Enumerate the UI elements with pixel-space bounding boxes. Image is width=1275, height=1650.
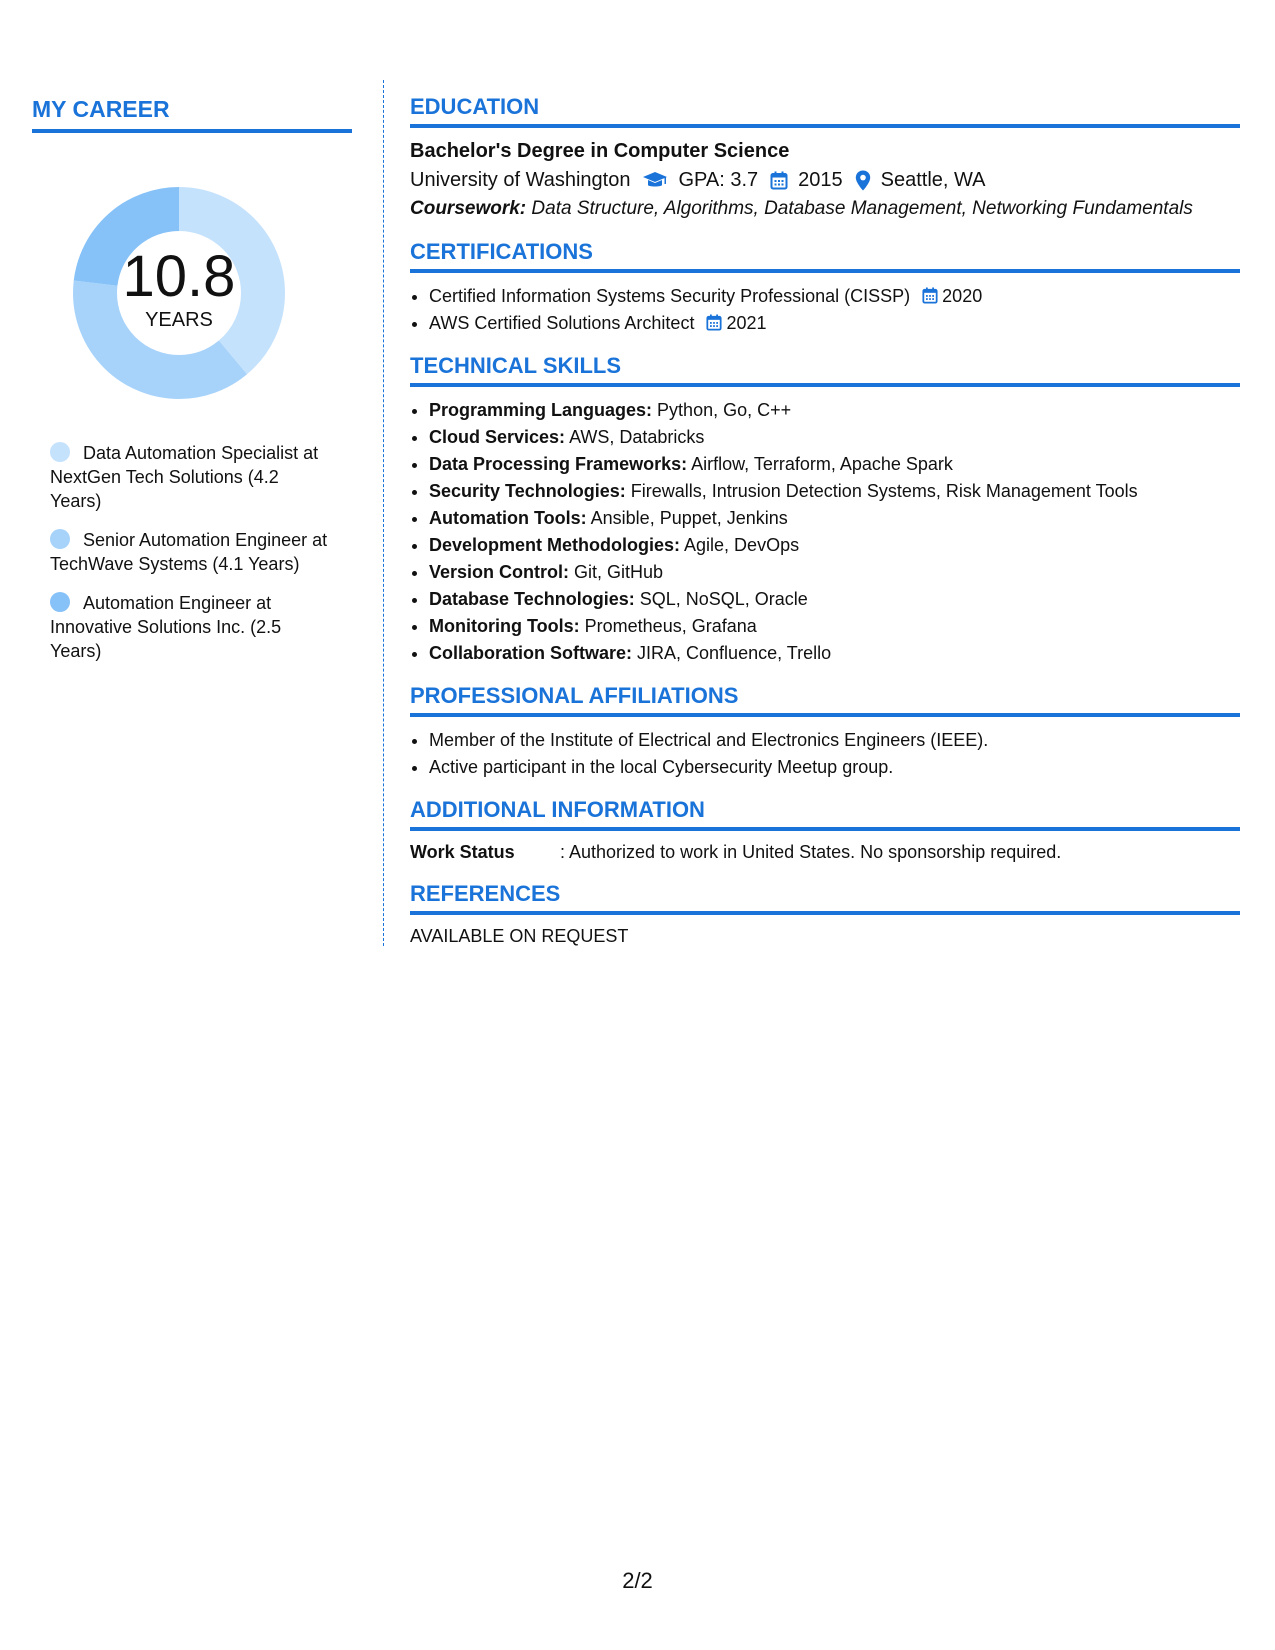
skill-item <box>429 559 1240 586</box>
legend-dot <box>50 592 70 612</box>
skill-label: Collaboration Software: <box>429 643 633 663</box>
legend-label: Senior Automation Engineer at TechWave Systems (4.1 Years) <box>50 530 328 574</box>
certification-item <box>429 310 1240 337</box>
legend-dot <box>50 442 70 462</box>
graduation-cap-icon <box>642 170 668 190</box>
skill-item <box>429 613 1240 640</box>
references-section <box>410 881 1240 947</box>
additional-section <box>410 797 1240 865</box>
skill-item <box>429 532 1240 559</box>
education-section <box>410 94 1240 223</box>
additional-title: ADDITIONAL INFORMATION <box>410 797 1240 831</box>
skill-value: Git, GitHub <box>574 562 664 582</box>
affiliation-item: • Active participant in the local Cybersecurity Meetup group. <box>429 754 1240 781</box>
skill-item <box>429 586 1240 613</box>
skills-title: TECHNICAL SKILLS <box>410 353 1240 387</box>
skill-label: Version Control: <box>429 562 570 582</box>
coursework <box>410 195 1240 223</box>
affiliations-list <box>410 727 1240 781</box>
degree-name: Bachelor's Degree in Computer Science <box>410 140 790 162</box>
certifications-section <box>410 239 1240 337</box>
skill-value: AWS, Databricks <box>569 427 705 447</box>
skill-label: Cloud Services: <box>429 427 566 447</box>
skill-item <box>429 478 1240 505</box>
skills-list <box>410 397 1240 667</box>
skills-section <box>410 353 1240 667</box>
legend-item <box>50 528 332 576</box>
legend-dot <box>50 529 70 549</box>
skill-label: Programming Languages: <box>429 400 653 420</box>
skill-value: JIRA, Confluence, Trello <box>637 643 832 663</box>
school-name: University of Washington <box>410 169 631 191</box>
skill-item <box>429 451 1240 478</box>
skill-value: SQL, NoSQL, Oracle <box>639 589 808 609</box>
skill-value: Airflow, Terraform, Apache Spark <box>691 454 953 474</box>
certification-item <box>429 283 1240 310</box>
skill-label: Development Methodologies: <box>429 535 681 555</box>
career-donut-chart <box>65 179 293 407</box>
skill-value: Python, Go, C++ <box>657 400 792 420</box>
education-title: EDUCATION <box>410 94 1240 128</box>
certifications-title: CERTIFICATIONS <box>410 239 1240 273</box>
certification-name: Certified Information Systems Security Professional (CISSP) <box>429 286 911 306</box>
work-status-row <box>410 839 1240 865</box>
references-title: REFERENCES <box>410 881 1240 915</box>
calendar-icon <box>922 287 938 304</box>
affiliation-item: • Member of the Institute of Electrical and Electronics Engineers (IEEE). <box>429 727 1240 754</box>
calendar-icon <box>770 171 788 190</box>
certification-year: 2020 <box>942 286 983 306</box>
education-details <box>410 165 1240 195</box>
legend-item <box>50 591 332 663</box>
skill-value: Firewalls, Intrusion Detection Systems, Risk Management Tools <box>630 481 1138 501</box>
skill-item <box>429 397 1240 424</box>
total-years-value: 10.8 <box>122 243 236 309</box>
skill-label: Data Processing Frameworks: <box>429 454 688 474</box>
legend-label: Data Automation Specialist at NextGen Tech Solutions (4.2 Years) <box>50 443 319 511</box>
skill-item <box>429 424 1240 451</box>
references-text: AVAILABLE ON REQUEST <box>410 926 629 946</box>
column-divider <box>383 80 384 946</box>
skill-label: Database Technologies: <box>429 589 635 609</box>
coursework-label: Coursework: <box>410 198 527 219</box>
gpa: GPA: 3.7 <box>678 169 759 191</box>
skill-value: Prometheus, Grafana <box>584 616 757 636</box>
affiliations-section <box>410 683 1240 781</box>
skill-value: Agile, DevOps <box>684 535 800 555</box>
certifications-list <box>410 283 1240 337</box>
skill-item <box>429 505 1240 532</box>
career-column <box>32 96 352 678</box>
legend-item <box>50 441 332 513</box>
skill-label: Security Technologies: <box>429 481 626 501</box>
certification-name: AWS Certified Solutions Architect <box>429 313 695 333</box>
affiliations-title: PROFESSIONAL AFFILIATIONS <box>410 683 1240 717</box>
career-legend <box>50 441 332 663</box>
certification-year: 2021 <box>726 313 767 333</box>
skill-value: Ansible, Puppet, Jenkins <box>590 508 788 528</box>
legend-label: Automation Engineer at Innovative Solutions Inc. (2.5 Years) <box>50 593 282 661</box>
coursework-list: Data Structure, Algorithms, Database Management, Networking Fundamentals <box>531 198 1193 219</box>
map-pin-icon <box>855 170 871 191</box>
total-years-unit: YEARS <box>145 308 213 331</box>
skill-item <box>429 640 1240 667</box>
donut-center <box>65 179 293 407</box>
main-column <box>410 94 1240 963</box>
work-status-label: Work Status <box>410 842 515 862</box>
graduation-year: 2015 <box>798 169 843 191</box>
calendar-icon <box>706 314 722 331</box>
page-number: 2/2 <box>622 1568 653 1593</box>
career-title: MY CAREER <box>32 96 352 133</box>
skill-label: Automation Tools: <box>429 508 587 528</box>
skill-label: Monitoring Tools: <box>429 616 580 636</box>
work-status-value: : Authorized to work in United States. No sponsorship required. <box>560 842 1062 862</box>
school-location: Seattle, WA <box>880 169 986 191</box>
